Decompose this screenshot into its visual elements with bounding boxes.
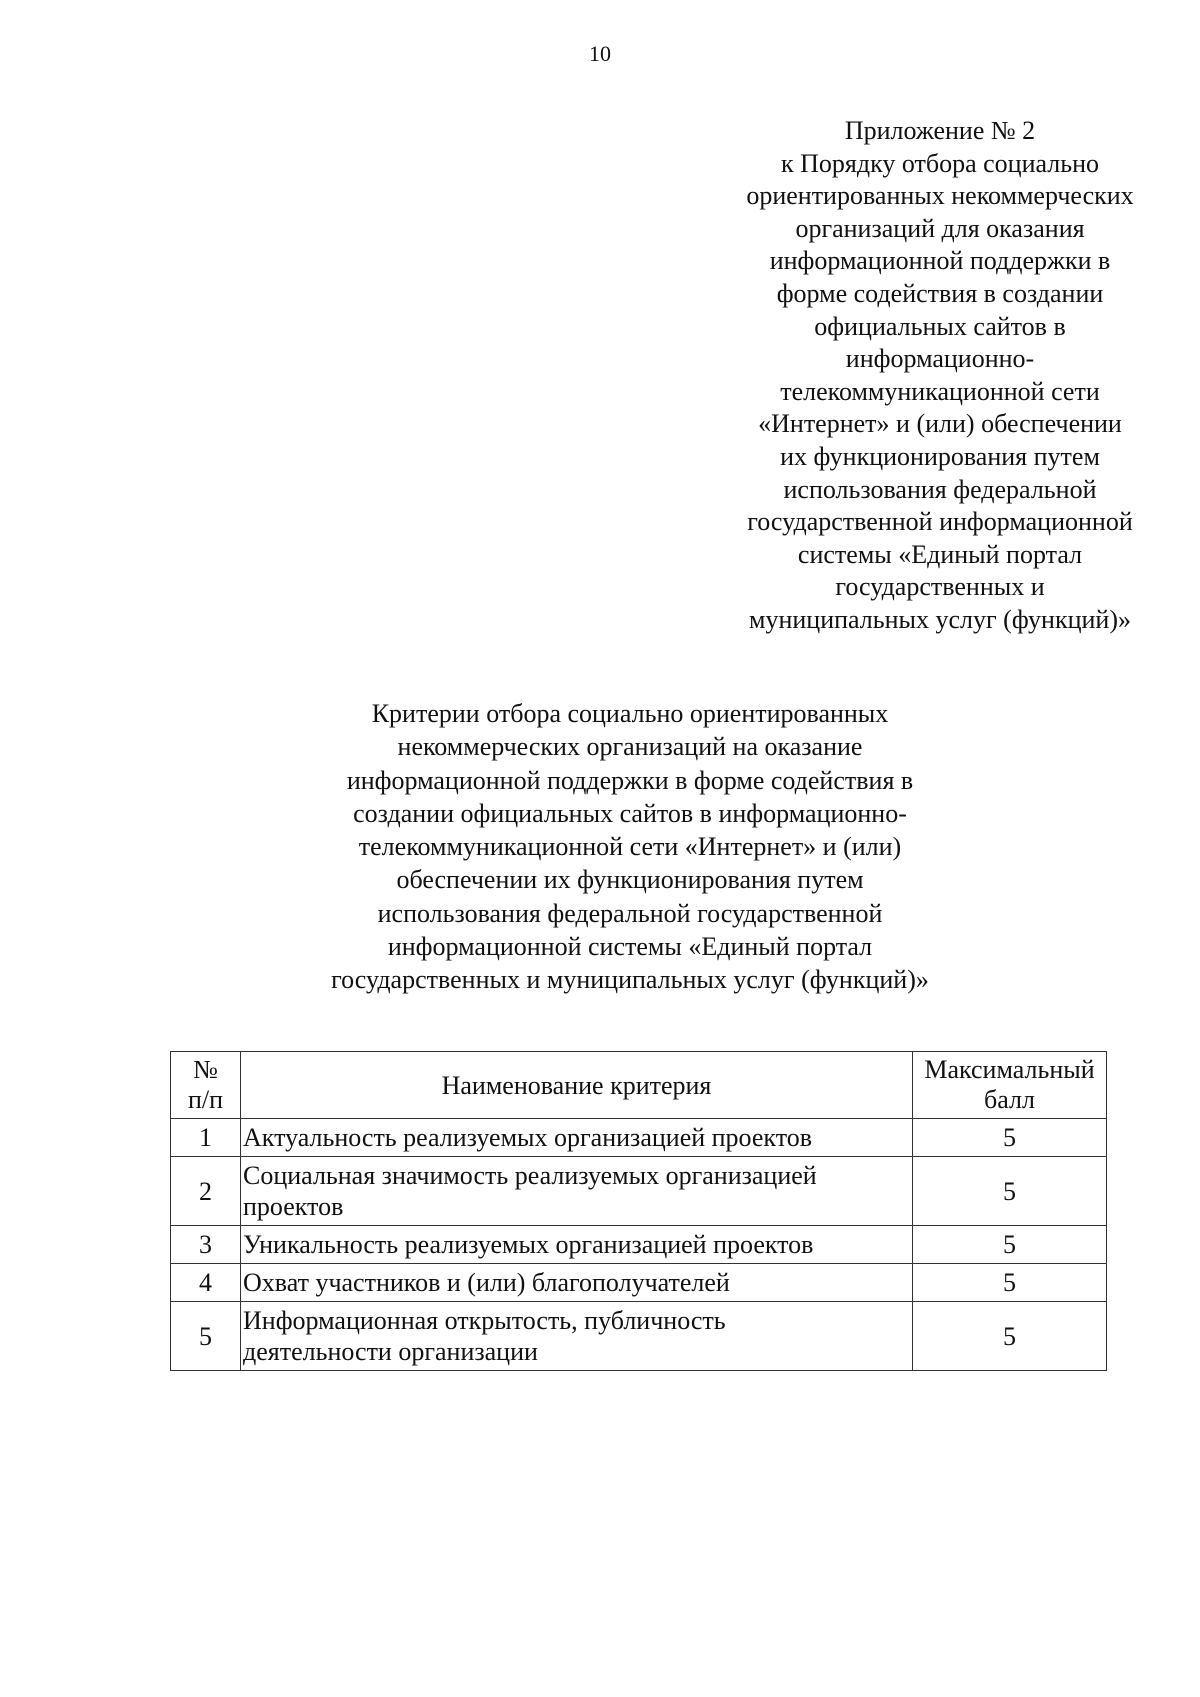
title-line: создании официальных сайтов в информационно- xyxy=(353,798,907,828)
title-line: информационной системы «Единый портал xyxy=(387,932,873,962)
title-line: государственных и муниципальных услуг (функций)» xyxy=(331,965,929,995)
criterion-line: Социальная значимость реализуемых организацией xyxy=(243,1161,817,1190)
row-score: 5 xyxy=(913,1157,1107,1226)
appendix-line: официальных сайтов в xyxy=(814,311,1066,341)
title-line: информационной поддержки в форме содействия в xyxy=(346,765,914,795)
title-line: обеспечении их функционирования путем xyxy=(396,865,864,895)
row-criterion xyxy=(241,1264,913,1302)
appendix-line: к Порядку отбора социально xyxy=(780,148,1100,178)
header-max-score xyxy=(913,1052,1107,1119)
criterion-line: Охват участников и (или) благополучателей xyxy=(243,1268,730,1297)
criterion-line: Актуальность реализуемых организацией проектов xyxy=(243,1123,813,1152)
row-number: 2 xyxy=(171,1157,241,1226)
row-number: 1 xyxy=(171,1119,241,1157)
row-criterion xyxy=(241,1157,913,1226)
title-line: Критерии отбора социально ориентированных xyxy=(371,699,889,728)
appendix-line: организаций для оказания xyxy=(795,213,1085,243)
table-row xyxy=(171,1302,1107,1371)
appendix-line: информационно- xyxy=(845,344,1035,374)
document-title xyxy=(170,697,1090,997)
row-score: 5 xyxy=(913,1119,1107,1157)
criterion-line: Уникальность реализуемых организацией проектов xyxy=(243,1230,814,1259)
row-number: 3 xyxy=(171,1226,241,1264)
page-number: 10 xyxy=(589,41,611,66)
row-criterion xyxy=(241,1119,913,1157)
criterion-line: проектов xyxy=(243,1192,344,1221)
criterion-line: деятельности организации xyxy=(243,1337,538,1366)
row-score: 5 xyxy=(913,1302,1107,1371)
row-criterion xyxy=(241,1302,913,1371)
appendix-line: ориентированных некоммерческих xyxy=(746,181,1134,211)
appendix-header xyxy=(700,115,1180,637)
title-line: некоммерческих организаций на оказание xyxy=(397,732,863,762)
table-row xyxy=(171,1264,1107,1302)
row-number: 4 xyxy=(171,1264,241,1302)
appendix-line: их функционирования путем xyxy=(780,441,1100,471)
appendix-line: информационной поддержки в xyxy=(769,246,1111,276)
row-criterion xyxy=(241,1226,913,1264)
appendix-line: телекоммуникационной сети xyxy=(780,376,1100,406)
header-criterion-name: Наименование критерия xyxy=(241,1052,913,1119)
title-line: телекоммуникационной сети «Интернет» и (или) xyxy=(358,832,902,862)
header-score-line2: балл xyxy=(984,1085,1035,1114)
row-number: 5 xyxy=(171,1302,241,1371)
row-score: 5 xyxy=(913,1264,1107,1302)
appendix-line: муниципальных услуг (функций)» xyxy=(749,604,1131,634)
appendix-line: Приложение № 2 xyxy=(844,116,1036,145)
table-row xyxy=(171,1157,1107,1226)
appendix-line: «Интернет» и (или) обеспечении xyxy=(758,409,1122,439)
header-score-line1: Максимальный xyxy=(924,1055,1095,1084)
row-score: 5 xyxy=(913,1226,1107,1264)
title-line: использования федеральной государственной xyxy=(377,898,883,928)
table-row xyxy=(171,1119,1107,1157)
appendix-line: системы «Единый портал xyxy=(797,539,1083,569)
table-header-row xyxy=(171,1052,1107,1119)
criterion-line: Информационная открытость, публичность xyxy=(243,1306,726,1335)
header-number-line2: п/п xyxy=(187,1085,224,1114)
appendix-line: использования федеральной xyxy=(783,474,1097,504)
table-row xyxy=(171,1226,1107,1264)
appendix-line: форме содействия в создании xyxy=(776,278,1104,308)
header-number-line1: № xyxy=(193,1055,218,1084)
header-number xyxy=(171,1052,241,1119)
criteria-table xyxy=(170,1051,1107,1371)
appendix-line: государственной информационной xyxy=(747,507,1133,537)
appendix-line: государственных и xyxy=(835,572,1045,602)
